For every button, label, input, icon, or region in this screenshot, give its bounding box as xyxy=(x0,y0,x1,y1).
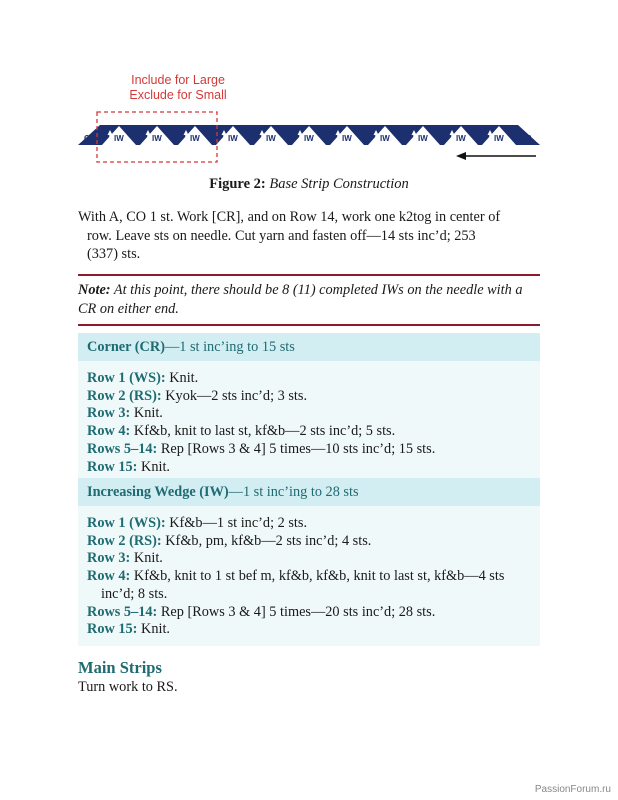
caption-text: Base Strip Construction xyxy=(269,176,409,192)
note-box xyxy=(78,274,540,326)
corner-title: Corner (CR) xyxy=(87,339,165,355)
unit-label: IW xyxy=(152,134,162,143)
unit-label: IW xyxy=(228,134,238,143)
wedge-row: Row 2 (RS): Kf&b, pm, kf&b—2 sts inc’d; 4 sts. xyxy=(87,532,372,549)
wedge-box xyxy=(78,478,540,646)
callout-include: Include for Large xyxy=(131,73,225,87)
paragraph-line: (337) sts. xyxy=(87,246,141,262)
unit-label: IW xyxy=(494,134,504,143)
wedge-row: Row 15: Knit. xyxy=(87,621,171,638)
unit-label: IW xyxy=(456,134,466,143)
wedge-row: Rows 5–14: Rep [Rows 3 & 4] 5 times—20 sts inc’d; 28 sts. xyxy=(87,603,436,620)
corner-row: Rows 5–14: Rep [Rows 3 & 4] 5 times—10 sts inc’d; 15 sts. xyxy=(87,440,436,457)
size-callout xyxy=(108,73,248,103)
wedge-row: Row 1 (WS): Kf&b—1 st inc’d; 2 sts. xyxy=(87,515,308,531)
caption-label: Figure 2: xyxy=(209,176,266,192)
paragraph-line: row. Leave sts on needle. Cut yarn and fasten off—14 sts inc’d; 253 xyxy=(87,227,476,244)
main-strips-heading: Main Strips xyxy=(78,658,162,677)
corner-row: Row 2 (RS): Kyok—2 sts inc’d; 3 sts. xyxy=(87,387,308,404)
corner-row: Row 4: Kf&b, knit to last st, kf&b—2 sts inc’d; 5 sts. xyxy=(87,423,396,440)
unit-label: IW xyxy=(266,134,276,143)
wedge-row: Row 4: Kf&b, knit to 1 st bef m, kf&b, kf&b, knit to last st, kf&b—4 sts inc’d; 8 sts. xyxy=(87,568,505,602)
unit-label: CR xyxy=(520,134,532,143)
base-strip-figure xyxy=(78,70,540,165)
corner-rows xyxy=(78,361,540,483)
corner-box xyxy=(78,333,540,483)
unit-label: CR xyxy=(84,134,96,143)
unit-label: IW xyxy=(418,134,428,143)
unit-label: IW xyxy=(304,134,314,143)
callout-exclude: Exclude for Small xyxy=(129,88,227,102)
wedge-subtitle: —1 st inc’ing to 28 sts xyxy=(228,484,359,500)
main-strips-text: Turn work to RS. xyxy=(78,679,178,695)
corner-row: Row 1 (WS): Knit. xyxy=(87,370,199,386)
note-text: At this point, there should be 8 (11) completed IWs on the needle with a CR on either end. xyxy=(78,282,523,317)
instruction-paragraph xyxy=(78,208,542,264)
corner-header xyxy=(78,333,540,361)
wedge-header xyxy=(78,478,540,506)
direction-arrowhead-icon xyxy=(456,152,466,160)
unit-label: IW xyxy=(342,134,352,143)
wedge-row: Row 3: Knit. xyxy=(87,550,163,567)
corner-row: Row 3: Knit. xyxy=(87,405,163,422)
wedge-rows xyxy=(78,506,540,646)
unit-label: IW xyxy=(190,134,200,143)
paragraph-line: With A, CO 1 st. Work [CR], and on Row 14, work one k2tog in center of xyxy=(78,209,501,225)
watermark: PassionForum.ru xyxy=(534,784,611,795)
unit-label: IW xyxy=(114,134,124,143)
corner-row: Row 15: Knit. xyxy=(87,458,171,475)
unit-label: IW xyxy=(380,134,390,143)
corner-subtitle: —1 st inc’ing to 15 sts xyxy=(164,339,295,355)
note-label: Note: xyxy=(78,282,111,298)
wedge-title: Increasing Wedge (IW) xyxy=(87,484,229,500)
figure-caption xyxy=(0,176,618,193)
